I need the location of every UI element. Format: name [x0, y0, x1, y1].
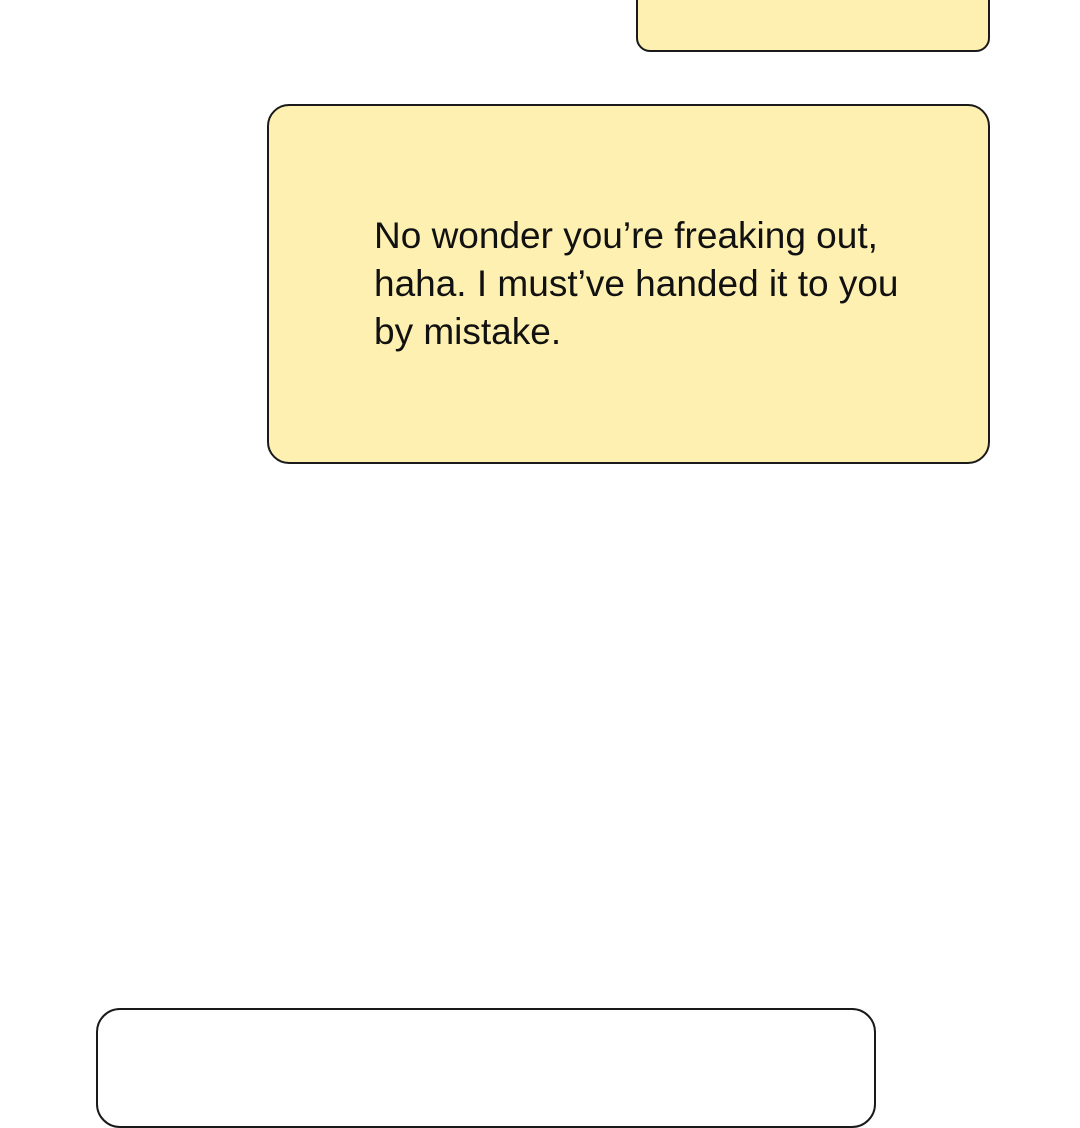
speech-bubble: [267, 104, 990, 464]
partial-speech-bubble-top: [636, 0, 990, 52]
partial-speech-bubble-bottom: [96, 1008, 876, 1128]
speech-bubble-text: No wonder you’re freaking out, haha. I must’ve handed it to you by mistake.: [374, 215, 899, 352]
